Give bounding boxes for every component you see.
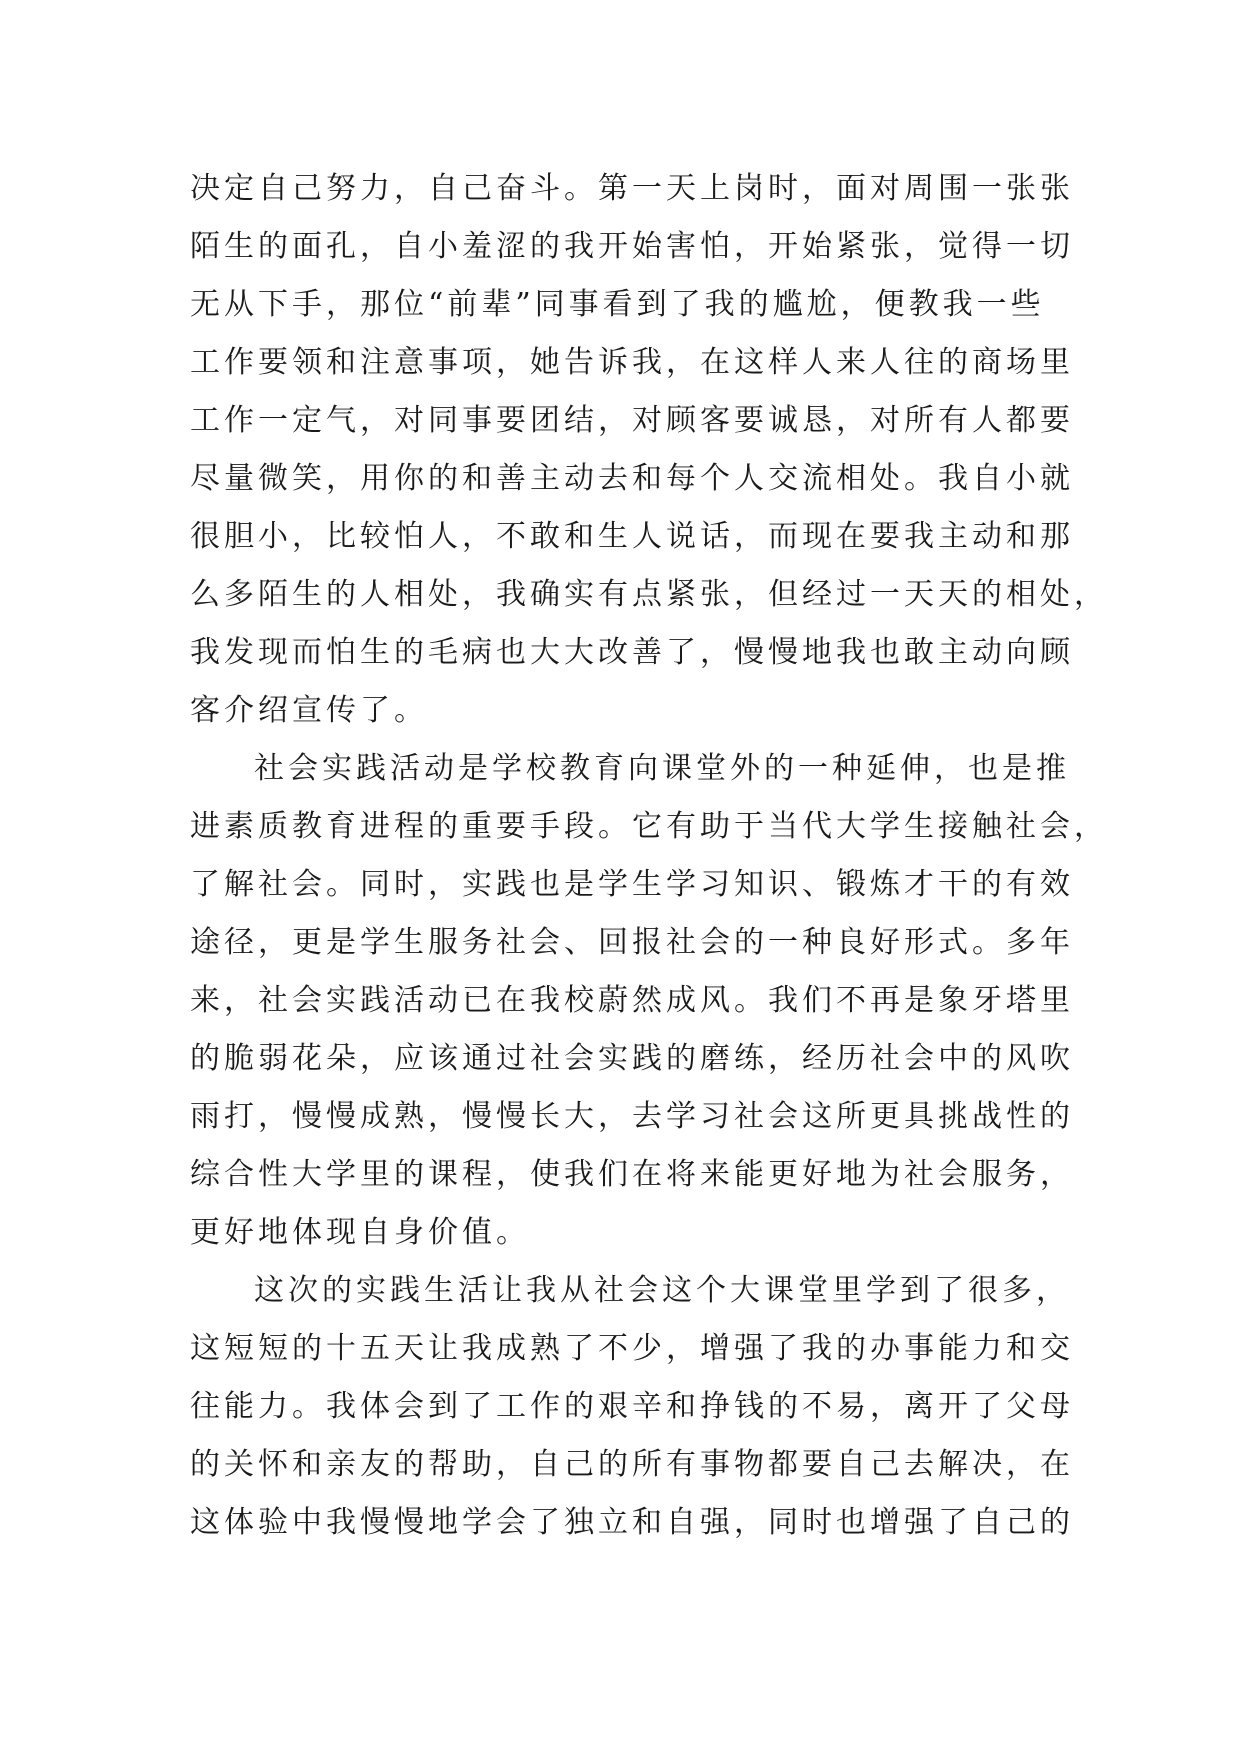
text-line: 了解社会。同时，实践也是学生学习知识、锻炼才干的有效 <box>190 867 1074 902</box>
text-line: 尽量微笑，用你的和善主动去和每个人交流相处。我自小就 <box>190 461 1074 496</box>
text-line: 陌生的面孔，自小羞涩的我开始害怕，开始紧张，觉得一切 <box>190 229 1074 264</box>
text-line: 么多陌生的人相处，我确实有点紧张，但经过一天天的相处， <box>190 577 1108 612</box>
text-line: 更好地体现自身价值。 <box>190 1215 530 1250</box>
text-line: 的脆弱花朵，应该通过社会实践的磨练，经历社会中的风吹 <box>190 1041 1074 1076</box>
paragraph-1 <box>190 160 1108 740</box>
text-line: 这次的实践生活让我从社会这个大课堂里学到了很多， <box>254 1273 1070 1308</box>
text-line: 社会实践活动是学校教育向课堂外的一种延伸，也是推 <box>254 751 1070 786</box>
text-line: 雨打，慢慢成熟，慢慢长大，去学习社会这所更具挑战性的 <box>190 1099 1074 1134</box>
text-line: 往能力。我体会到了工作的艰辛和挣钱的不易，离开了父母 <box>190 1389 1074 1424</box>
text-line: 工作一定气，对同事要团结，对顾客要诚恳，对所有人都要 <box>190 403 1074 438</box>
text-line: 工作要领和注意事项，她告诉我，在这样人来人往的商场里 <box>190 345 1074 380</box>
text-line: 客介绍宣传了。 <box>190 693 428 728</box>
text-line: 这体验中我慢慢地学会了独立和自强，同时也增强了自己的 <box>190 1505 1074 1540</box>
text-line: 途径，更是学生服务社会、回报社会的一种良好形式。多年 <box>190 925 1074 960</box>
paragraph-2 <box>190 740 1108 1262</box>
text-line: 的关怀和亲友的帮助，自己的所有事物都要自己去解决，在 <box>190 1447 1074 1482</box>
text-line: 决定自己努力，自己奋斗。第一天上岗时，面对周围一张张 <box>190 171 1074 206</box>
text-line: 很胆小，比较怕人，不敢和生人说话，而现在要我主动和那 <box>190 519 1074 554</box>
text-line: 无从下手，那位“前辈”同事看到了我的尴尬，便教我一些 <box>190 287 1045 322</box>
text-line: 来，社会实践活动已在我校蔚然成风。我们不再是象牙塔里 <box>190 983 1074 1018</box>
text-line: 进素质教育进程的重要手段。它有助于当代大学生接触社会， <box>190 809 1108 844</box>
paragraph-3 <box>190 1262 1074 1552</box>
text-line: 这短短的十五天让我成熟了不少，增强了我的办事能力和交 <box>190 1331 1074 1366</box>
text-line: 综合性大学里的课程，使我们在将来能更好地为社会服务， <box>190 1157 1074 1192</box>
text-line: 我发现而怕生的毛病也大大改善了，慢慢地我也敢主动向顾 <box>190 635 1074 670</box>
document-body <box>190 160 1108 1552</box>
